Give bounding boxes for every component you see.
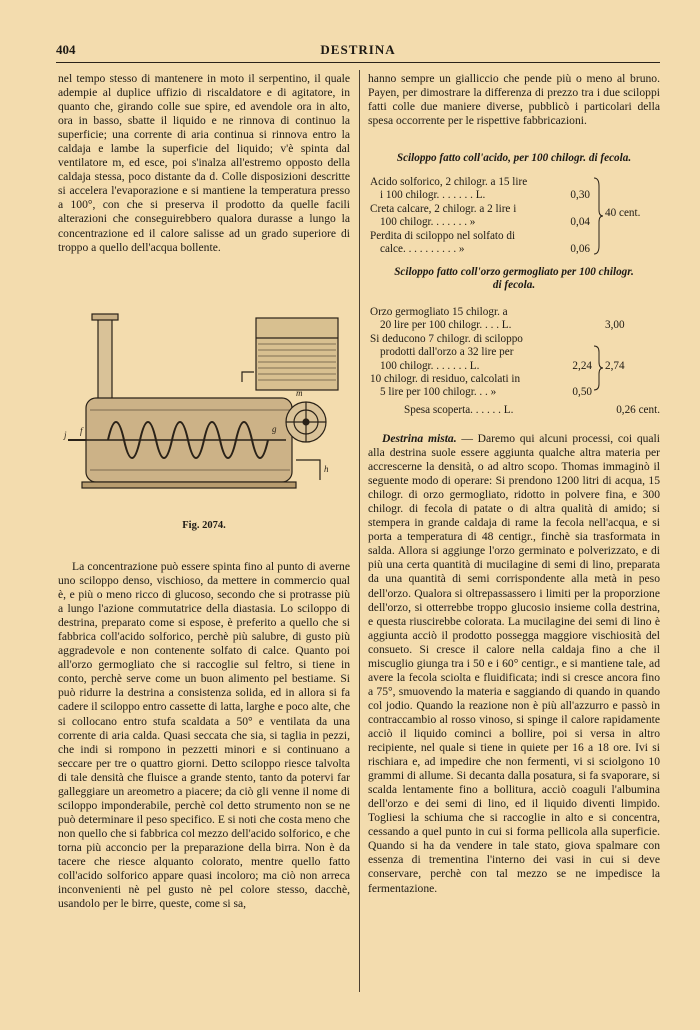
total-acid: 40 cent. — [605, 207, 641, 219]
running-title: DESTRINA — [320, 42, 396, 57]
section-heading: Destrina mista. — [382, 432, 457, 445]
paragraph: Destrina mista. — Daremo qui alcuni processi, coi quali alla destrina suole essere aggiunta qualche altra materia per accrescerne la densità, o ad altro scopo. Thomas immaginò il seguente modo di operare: Si prendono 1200 litri di acqua, 15 chilogr. di orzo germogliato, ridotto in polvere fina, e 300 chilogr. di fecola di patate o di altra qualità di amido; si stempera in grande caldaja di rame la fecola nell'acqua, e si porta a temperatura di 48 centigr., finchè sia trasformata in salda. Allora si aggiunge l'orzo germinato e polverizzato, e di più una certa quantità di mucilagine di semi di lino, preparata da una quantità di semi corrispondente alla metà in peso dell'orzo. Qualora si oltrepassassero i limiti per la proporzione dell'orzo, si otterrebbe troppo glucosio insieme colla destrina, e questa riuscirebbe colorata. La mucilagine dei semi di lino è aggiunta acciò il prodotto possegga maggiore vischiosità del consueto. Si cresce il calore nella caldaja fino a che il miscuglio giunga tra i 50 e i 60° centigr., e si mantiene tale, ad avere la fecola sciolta e fluidificata; indi si cresce ancora fino a 75°, smuovendo la materia e saggiando di quando in quando col jodio. Quando la reazione non è più all'azzurro e passò in contraccambio al rosso vinoso, si spinge il calore rapidamente acciò il liquido cominci a bollire, poi si versa in altro recipiente, nel quale si tiene in quiete per 16 a 18 ore. Ivi si rischiara e, ad impedire che non fermenti, vi si sciolgono 10 grammi di allume. Si decanta dalla posatura, si fa svaporare, si scalda lentamente fino a bollitura, acciò coaguli l'albumina dell'orzo e dei semi di lino, ed il liquido diventi limpido. Togliesi la schiuma che si raccoglie in alto e si concentra, cessando a quel punto in cui si forma pellicola alla superficie. Quando si ha da vendere in tale stato, giova spalmare con essenza di trementina l'interno dei vasi in cui si deve conservare, perchè con tal mezzo se ne impedisce la fermentazione. — [368, 432, 660, 895]
figure-apparatus — [58, 310, 350, 510]
table-title: Sciloppo fatto coll'acido, per 100 chilogr. di fecola. — [396, 152, 632, 164]
left-column-bottom — [58, 560, 350, 911]
figure-caption: Fig. 2074. — [182, 520, 226, 531]
table-row: 100 chilogr. . . . . . . » 0,04 — [380, 216, 590, 229]
table-row: i 100 chilogr. . . . . . . L. 0,30 — [380, 189, 590, 202]
label-f: f — [80, 426, 83, 436]
paragraph: nel tempo stesso di mantenere in moto il serpentino, il quale adempie al duplice uffizio di riscaldatore e di agitatore, in quanto che, girando colle sue spire, ed avendole ora in alto, ora in basso, sbatte il liquido e ne rinnova di continuo la superficie; una corrente di aria continua si rinnova entro la caldaja e lambe la superficie del liquido; v'è spinta dal ventilatore m, ed esce, poi s'inalza all'estremo opposto della caldaja stessa, poco distante da d. Colle disposizioni descritte si accelera l'evaporazione e si mantiene la temperatura presso a 100°, con che si preserva il prodotto da quelle facili alterazioni che conseguirebbero qualora durasse a lungo la concentrazione ed il calore salisse ad un grado superiore di troppo a quello dell'acqua bollente. — [58, 72, 350, 254]
value-barley: 3,00 — [605, 319, 625, 331]
table-row: Acido solforico, 2 chilogr. a 15 lire — [370, 176, 528, 188]
left-column-top — [58, 72, 350, 255]
cost-table-acid — [368, 152, 660, 165]
page-header — [56, 42, 660, 62]
label-g: g — [272, 424, 277, 434]
brace — [592, 344, 604, 392]
label-j: j — [64, 430, 67, 440]
column-separator — [359, 70, 360, 992]
table-row: calce. . . . . . . . . . » 0,06 — [380, 243, 590, 256]
table-title: Sciloppo fatto coll'orzo germogliato per 100 chilogr. — [394, 266, 634, 278]
cost-table-barley — [368, 266, 660, 293]
sum-barley: 2,74 — [605, 360, 625, 372]
right-column-bottom — [368, 432, 660, 896]
brace — [592, 176, 604, 256]
paragraph: hanno sempre un gialliccio che pende più o meno al bruno. Payen, per dimostrare la differenza di prezzo tra i due sciloppi fatti colle due maniere diverse, pubblicò i particolari della spesa occorrente per le rispettive fabbricazioni. — [368, 72, 660, 128]
table-row: Perdita di sciloppo nel solfato di — [370, 229, 516, 242]
header-rule — [56, 62, 660, 63]
table-row: Creta calcare, 2 chilogr. a 2 lire i — [370, 202, 517, 215]
spesa-row: Spesa scoperta. . . . . . L. 0,26 cent. — [404, 404, 660, 416]
label-m: m — [296, 388, 303, 398]
apparatus-illustration — [58, 310, 350, 510]
paragraph: La concentrazione può essere spinta fino al punto di averne uno sciloppo denso, vischioso, da mettere in commercio qual è, e più o meno ricco di glucoso, secondo che si protrasse più a lungo l'azione commutatrice della diastasia. Lo sciloppo di destrina, preparato come si espose, è preferito a quello che si fabbrica coll'acido solforico, perchè più salubre, di gusto più aggradevole e non contenente solfato di calce. Quanto poi all'orzo germogliato che si raccoglie sul feltro, si tiene in conto, perchè serve come un buon alimento pel bestiame. Si può ridurre la destrina a consistenza solida, ed in allora si fa cadere il sciloppo entro cassette di latta, larghe e poco alte, che si collocano entro stufa scaldata a 50° e ventilata da una corrente di aria calda. Quasi seccata che sia, si taglia in pezzi, che indi si rompono in pezzetti minori e si continuano a seccare per tre o quattro giorni. Detto sciloppo riesce talvolta di tale densità che fluisce a grande stento, tanto da potervi far galleggiare un areometro a piacere; da ciò gli venne il nome di sciloppo imponderabile, perchè col detto strumento non se ne può determinare il peso specifico. E si noti che costa meno che non quello che si fabbrica col mezzo dell'acido solforico, e che torna più acconcio per la preparazione della birra. Non è da tacere che riesce alquanto colorato, mentre quello fatto coll'acido solforico appare quasi incoloro; ma ciò non arreca inconvenienti nè pel gusto nè pel colore stesso, dacchè, usandolo per le birre, queste, come si sa, — [58, 560, 350, 911]
cost-table-barley-rows: Orzo germogliato 15 chilogr. a 20 lire per 100 chilogr. . . . L. Si deducono 7 chilogr. di sciloppo prodotti dall'orzo a 32 lire per 100 chilogr. . . . . . . L. 2,24 10 chilogr. di residuo, calcolati in 5 lire per 100 chilogr. . . » 0,50 — [370, 306, 592, 399]
cost-table-acid-rows — [370, 176, 590, 256]
right-column-top — [368, 72, 660, 128]
label-h: h — [324, 464, 329, 474]
table-title: di fecola. — [492, 279, 536, 292]
page-number: 404 — [56, 42, 76, 57]
